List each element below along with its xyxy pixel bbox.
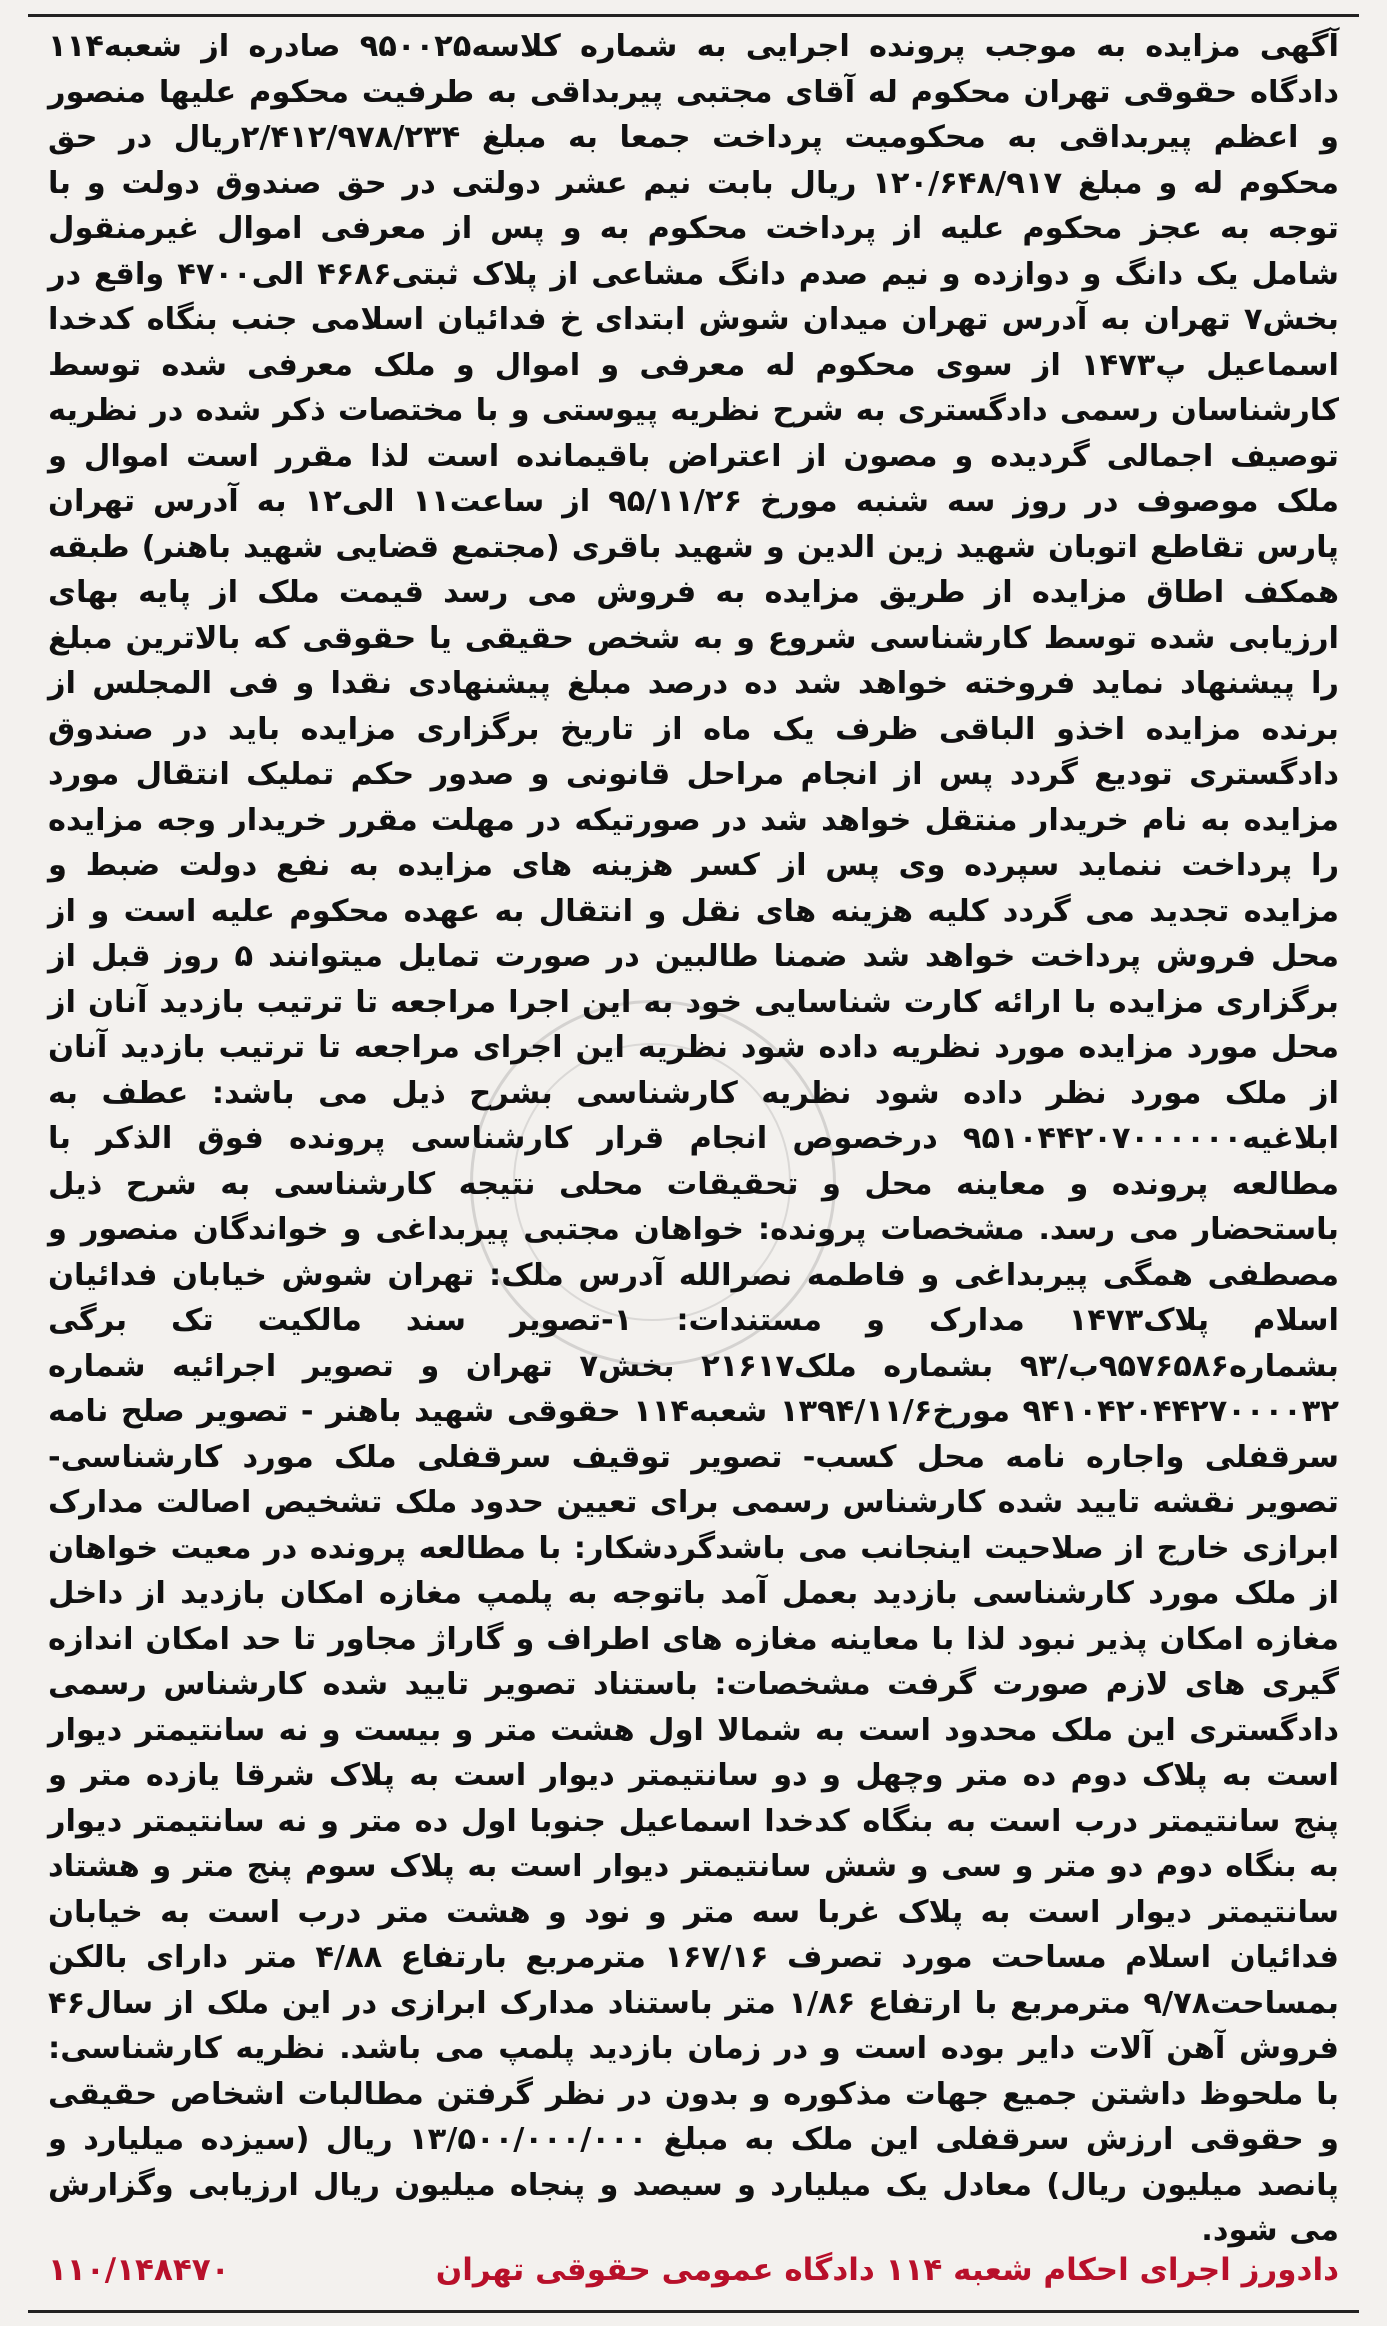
bottom-divider xyxy=(28,2310,1359,2313)
auction-notice-text: آگهی مزایده به موجب پرونده اجرایی به شماره کلاسه۹۵۰۰۲۵ صادره از شعبه۱۱۴ دادگاه حقوقی تهران محکوم له آقای مجتبی پیربداقی به طرفیت محکوم علیها منصور و اعظم پیربداقی به محکومیت پرداخت جمعا به مبلغ ۲/۴۱۲/۹۷۸/۲۳۴ریال در حق محکوم له و مبلغ ۱۲۰/۶۴۸/۹۱۷ ریال بابت نیم عشر دولتی در حق صندوق دولت و با توجه به عجز محکوم علیه از پرداخت محکوم به و پس از معرفی اموال غیرمنقول شامل یک دانگ و دوازده و نیم صدم دانگ مشاعی از پلاک ثبتی۴۶۸۶ الی۴۷۰۰ واقع در بخش۷ تهران به آدرس تهران میدان شوش ابتدای خ فدائیان اسلامی جنب بنگاه کدخدا اسماعیل پ۱۴۷۳ از سوی محکوم له معرفی و اموال و ملک معرفی شده توسط کارشناسان رسمی دادگستری به شرح نظریه پیوستی و با مختصات ذکر شده در نظریه توصیف اجمالی گردیده و مصون از اعتراض باقیمانده است لذا مقرر است اموال و ملک موصوف در روز سه شنبه مورخ ۹۵/۱۱/۲۶ از ساعت۱۱ الی۱۲ به آدرس تهران پارس تقاطع اتوبان شهید زین الدین و شهید باقری (مجتمع قضایی شهید باهنر) طبقه همکف اطاق مزایده از طریق مزایده به فروش می رسد قیمت ملک از پایه بهای ارزیابی شده توسط کارشناسی شروع و به شخص حقیقی یا حقوقی که بالاترین مبلغ را پیشنهاد نماید فروخته خواهد شد ده درصد مبلغ پیشنهادی نقدا و فی المجلس از برنده مزایده اخذو الباقی ظرف یک ماه از تاریخ برگزاری مزایده باید در صندوق دادگستری تودیع گردد پس از انجام مراحل قانونی و صدور حکم تملیک انتقال مورد مزایده به نام خریدار منتقل خواهد شد در صورتیکه در مهلت مقرر خریدار وجه مزایده را پرداخت ننماید سپرده وی پس از کسر هزینه های مزایده به نفع دولت ضبط و مزایده تجدید می گردد کلیه هزینه های نقل و انتقال به عهده محکوم علیه است و از محل فروش پرداخت خواهد شد ضمنا طالبین در صورت تمایل میتوانند ۵ روز قبل از برگزاری مزایده با ارائه کارت شناسایی خود به این اجرا مراجعه تا ترتیب بازدید آنان از محل مورد مزایده مورد نظریه داده شود نظریه این اجرای مراجعه تا ترتیب بازدید آنان از ملک مورد نظر داده شود نظریه کارشناسی بشرح ذیل می باشد: عطف به ابلاغیه۹۵۱۰۴۴۲۰۷۰۰۰۰۰۰ درخصوص انجام قرار کارشناسی پرونده فوق الذکر با مطالعه پرونده و معاینه محل و تحقیقات محلی نتیجه کارشناسی به شرح ذیل باستحضار می رسد. مشخصات پرونده: خواهان مجتبی پیربداغی و خواندگان منصور و مصطفی همگی پیربداغی و فاطمه نصرالله آدرس ملک: تهران شوش خیابان فدائیان اسلام پلاک۱۴۷۳ مدارک و مستندات: ۱-تصویر سند مالکیت تک برگی بشماره۹۵۷۶۵۸۶ب/۹۳ بشماره ملک۲۱۶۱۷ بخش۷ تهران و تصویر اجرائیه شماره ۹۴۱۰۴۲۰۴۴۲۷۰۰۰۰۳۲ مورخ۱۳۹۴/۱۱/۶ شعبه۱۱۴ حقوقی شهید باهنر - تصویر صلح نامه سرقفلی واجاره نامه محل کسب- تصویر توقیف سرقفلی ملک مورد کارشناسی- تصویر نقشه تایید شده کارشناس رسمی برای تعیین حدود ملک تشخیص اصالت مدارک ابرازی خارج از صلاحیت اینجانب می باشدگردشکار: با مطالعه پرونده در معیت خواهان از ملک مورد کارشناسی بازدید بعمل آمد باتوجه به پلمپ مغازه امکان بازدید از داخل مغازه امکان پذیر نبود لذا با معاینه مغازه های اطراف و گاراژ مجاور تا حد امکان اندازه گیری های لازم صورت گرفت مشخصات: باستناد تصویر تایید شده کارشناس رسمی دادگستری این ملک محدود است به شمالا اول هشت متر و بیست و نه سانتیمتر دیوار است به پلاک دوم ده متر وچهل و دو سانتیمتر دیوار است به پلاک شرقا یازده متر و پنج سانتیمتر درب است به بنگاه کدخدا اسماعیل جنوبا اول ده متر و نه سانتیمتر دیوار به بنگاه دوم دو متر و سی و شش سانتیمتر دیوار است به پلاک سوم پنج متر و هشتاد سانتیمتر دیوار است به پلاک غربا سه متر و نود و هشت متر درب است به خیابان فدائیان اسلام مساحت مورد تصرف ۱۶۷/۱۶ مترمربع بارتفاع ۴/۸۸ متر دارای بالکن بمساحت۹/۷۸ مترمربع با ارتفاع ۱/۸۶ متر باستناد مدارک ابرازی در این ملک از سال۴۶ فروش آهن آلات دایر بوده است و در زمان بازدید پلمپ می باشد. نظریه کارشناسی: با ملحوظ داشتن جمیع جهات مذکوره و بدون در نظر گرفتن مطالبات اشخاص حقیقی و حقوقی ارزش سرقفلی این ملک به مبلغ ۱۳/۵۰۰/۰۰۰/۰۰۰ ریال (سیزده میلیارد و پانصد میلیون ریال) معادل یک میلیارد و سیصد و پنجاه میلیون ریال ارزیابی وگزارش می شود. xyxy=(48,29,1340,2248)
notice-footer xyxy=(48,2240,1339,2300)
notice-code: ۱۱۰/۱۴۸۴۷۰ xyxy=(48,2252,230,2288)
signature-line: دادورز اجرای احکام شعبه ۱۱۴ دادگاه عمومی حقوقی تهران xyxy=(435,2252,1339,2288)
top-divider xyxy=(28,14,1359,17)
